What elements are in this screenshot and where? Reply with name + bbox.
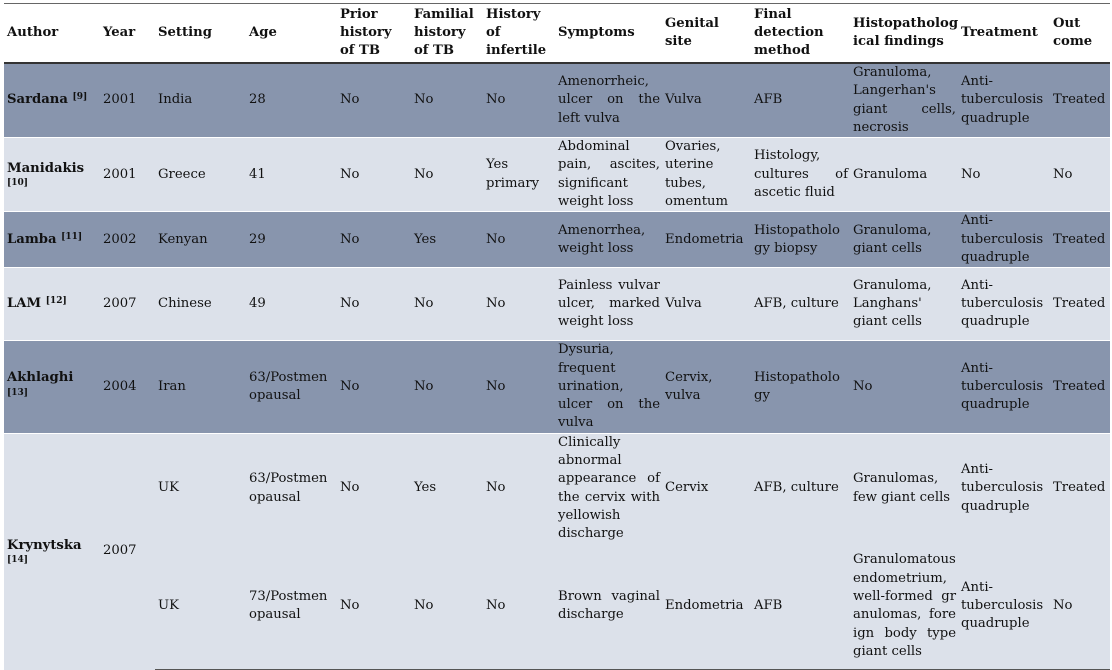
- familial-tb-cell: No: [411, 138, 483, 212]
- site-cell: Cervix, vulva: [662, 341, 751, 433]
- treatment-cell: Anti-tuberculosis quadruple: [958, 63, 1050, 138]
- year-cell: 2004: [100, 341, 155, 433]
- site-cell: Vulva: [662, 63, 751, 138]
- age-cell: 41: [246, 138, 337, 212]
- treatment-cell: Anti-tuberculosis quadruple: [958, 212, 1050, 268]
- symptoms-cell: Painless vulvar ulcer, marked weight loss: [555, 268, 662, 341]
- treatment-cell: Anti-tuberculosis quadruple: [958, 544, 1050, 670]
- prior-tb-cell: No: [337, 63, 411, 138]
- author-name: LAM: [7, 296, 42, 312]
- header-author: Author: [4, 4, 100, 64]
- age-cell: 73/Postmenopausal: [246, 544, 337, 670]
- table-row: [4, 138, 1110, 212]
- header-familial-tb: Familial history of TB: [411, 4, 483, 64]
- table-row: [4, 63, 1110, 138]
- familial-tb-cell: No: [411, 63, 483, 138]
- year-cell: 2002: [100, 212, 155, 268]
- histo-cell: Granulomatous endometrium, well-formed granulomas, foreign body type giant cells: [850, 544, 958, 670]
- author-cell: [4, 268, 100, 341]
- outcome-cell: Treated: [1050, 341, 1110, 433]
- treatment-cell: Anti-tuberculosis quadruple: [958, 341, 1050, 433]
- table-row: [4, 268, 1110, 341]
- outcome-cell: Treated: [1050, 433, 1110, 543]
- treatment-cell: Anti-tuberculosis quadruple: [958, 433, 1050, 543]
- infertile-cell: No: [483, 341, 555, 433]
- year-cell: 2007: [100, 433, 155, 669]
- outcome-cell: Treated: [1050, 63, 1110, 138]
- setting-cell: Chinese: [155, 268, 246, 341]
- histo-cell: Granuloma, Langerhan's giant cells, necrosis: [850, 63, 958, 138]
- infertile-cell: Yes primary: [483, 138, 555, 212]
- symptoms-cell: Brown vaginal discharge: [555, 544, 662, 670]
- header-genital-site: Genital site: [662, 4, 751, 64]
- infertile-cell: No: [483, 212, 555, 268]
- site-cell: Cervix: [662, 433, 751, 543]
- age-cell: 49: [246, 268, 337, 341]
- histo-cell: Granuloma, Langhans' giant cells: [850, 268, 958, 341]
- header-treatment: Treatment: [958, 4, 1050, 64]
- author-cell: [4, 433, 100, 669]
- header-detection: Final detection method: [751, 4, 850, 64]
- familial-tb-cell: Yes: [411, 212, 483, 268]
- detection-cell: AFB: [751, 544, 850, 670]
- familial-tb-cell: Yes: [411, 433, 483, 543]
- site-cell: Vulva: [662, 268, 751, 341]
- detection-cell: Histology, cultures of ascetic fluid: [751, 138, 850, 212]
- detection-cell: AFB: [751, 63, 850, 138]
- author-cell: [4, 63, 100, 138]
- setting-cell: India: [155, 63, 246, 138]
- year-cell: 2001: [100, 63, 155, 138]
- symptoms-cell: Abdominal pain, ascites, significant weight loss: [555, 138, 662, 212]
- symptoms-cell: Amenorrhea, weight loss: [555, 212, 662, 268]
- detection-cell: AFB, culture: [751, 433, 850, 543]
- symptoms-cell: Dysuria, frequent urination, ulcer on the vulva: [555, 341, 662, 433]
- age-cell: 28: [246, 63, 337, 138]
- header-age: Age: [246, 4, 337, 64]
- header-year: Year: [100, 4, 155, 64]
- year-cell: 2001: [100, 138, 155, 212]
- author-name: Manidakis: [7, 161, 85, 177]
- reference: [12]: [45, 296, 67, 307]
- site-cell: Ovaries, uterine tubes, omentum: [662, 138, 751, 212]
- infertile-cell: No: [483, 63, 555, 138]
- outcome-cell: No: [1050, 544, 1110, 670]
- infertile-cell: No: [483, 268, 555, 341]
- outcome-cell: Treated: [1050, 268, 1110, 341]
- detection-cell: Histopathology biopsy: [751, 212, 850, 268]
- header-infertile: History of infertile: [483, 4, 555, 64]
- age-cell: 63/Postmenopausal: [246, 341, 337, 433]
- histo-cell: No: [850, 341, 958, 433]
- treatment-cell: Anti-tuberculosis quadruple: [958, 268, 1050, 341]
- header-histopathology: Histopatholog ical findings: [850, 4, 958, 64]
- prior-tb-cell: No: [337, 341, 411, 433]
- table-container: [4, 3, 1110, 670]
- author-name: Sardana: [7, 92, 68, 108]
- infertile-cell: No: [483, 433, 555, 543]
- prior-tb-cell: No: [337, 138, 411, 212]
- detection-cell: AFB, culture: [751, 268, 850, 341]
- familial-tb-cell: No: [411, 341, 483, 433]
- setting-cell: Iran: [155, 341, 246, 433]
- age-cell: 63/Postmenopausal: [246, 433, 337, 543]
- setting-cell: Kenyan: [155, 212, 246, 268]
- header-prior-tb: Prior history of TB: [337, 4, 411, 64]
- prior-tb-cell: No: [337, 212, 411, 268]
- header-row: [4, 4, 1110, 64]
- prior-tb-cell: No: [337, 544, 411, 670]
- case-table: [4, 3, 1110, 670]
- histo-cell: Granuloma, giant cells: [850, 212, 958, 268]
- reference: [10]: [7, 178, 29, 189]
- site-cell: Endometria: [662, 544, 751, 670]
- histo-cell: Granuloma: [850, 138, 958, 212]
- treatment-cell: No: [958, 138, 1050, 212]
- site-cell: Endometria: [662, 212, 751, 268]
- reference: [13]: [7, 388, 29, 398]
- symptoms-cell: Amenorrheic, ulcer on the left vulva: [555, 63, 662, 138]
- familial-tb-cell: No: [411, 544, 483, 670]
- author-cell: [4, 212, 100, 268]
- author-cell: [4, 138, 100, 212]
- setting-cell: Greece: [155, 138, 246, 212]
- author-name: Lamba: [7, 231, 57, 247]
- detection-cell: Histopathology: [751, 341, 850, 433]
- outcome-cell: No: [1050, 138, 1110, 212]
- table-row: [4, 212, 1110, 268]
- author-cell: [4, 341, 100, 433]
- reference: [14]: [7, 555, 29, 566]
- age-cell: 29: [246, 212, 337, 268]
- reference: [9]: [72, 92, 88, 103]
- histo-cell: Granulomas, few giant cells: [850, 433, 958, 543]
- header-symptoms: Symptoms: [555, 4, 662, 64]
- year-cell: 2007: [100, 268, 155, 341]
- outcome-cell: Treated: [1050, 212, 1110, 268]
- reference: [11]: [61, 231, 83, 242]
- table-row: [4, 433, 1110, 543]
- prior-tb-cell: No: [337, 268, 411, 341]
- table-row: [4, 341, 1110, 433]
- familial-tb-cell: No: [411, 268, 483, 341]
- table-row: [4, 544, 1110, 670]
- prior-tb-cell: No: [337, 433, 411, 543]
- author-name: Krynytska: [7, 537, 82, 553]
- symptoms-cell: Clinically abnormal appearance of the cervix with yellowish discharge: [555, 433, 662, 543]
- author-name: Akhlaghi: [7, 369, 74, 385]
- infertile-cell: No: [483, 544, 555, 670]
- header-setting: Setting: [155, 4, 246, 64]
- setting-cell: UK: [155, 544, 246, 670]
- header-outcome: Out come: [1050, 4, 1110, 64]
- setting-cell: UK: [155, 433, 246, 543]
